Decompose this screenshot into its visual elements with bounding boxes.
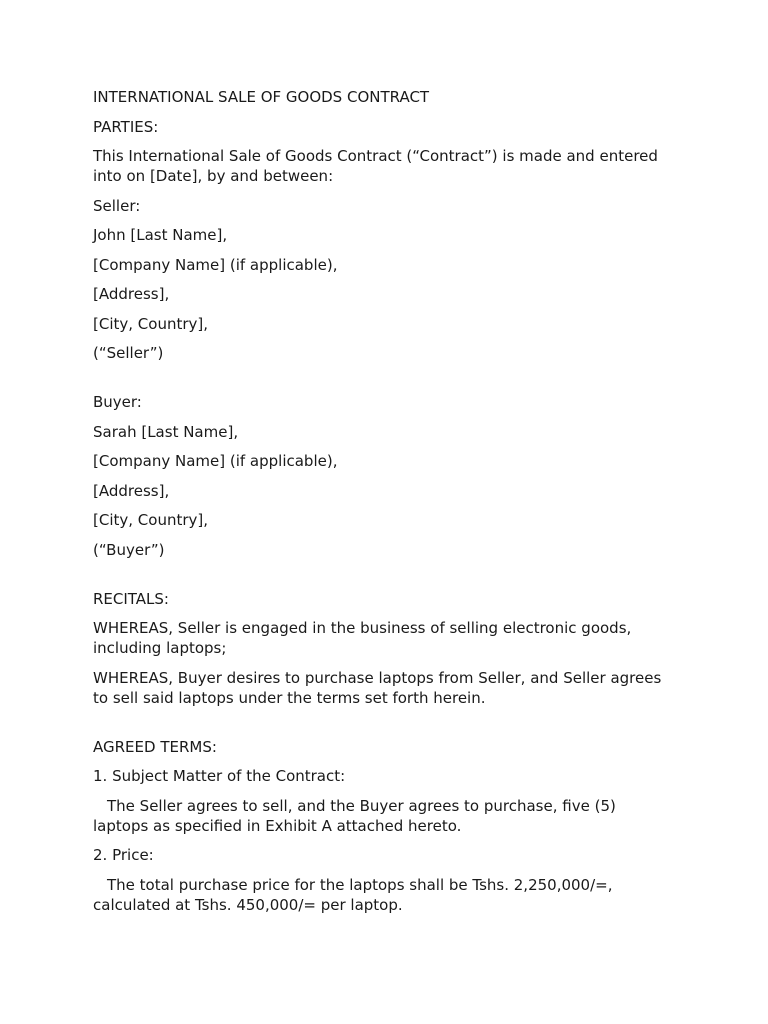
seller-heading: Seller: <box>93 196 141 215</box>
seller-company: [Company Name] (if applicable), <box>93 255 338 274</box>
term-heading: 1. Subject Matter of the Contract: <box>93 767 346 785</box>
buyer-heading: Buyer: <box>93 393 142 411</box>
buyer-company: [Company Name] (if applicable), <box>93 452 338 470</box>
term-body: The total purchase price for the laptops shall be Tshs. 2,250,000/=, calculated at Tshs. 450,000/= per laptop. <box>93 875 613 914</box>
recital-item: WHEREAS, Seller is engaged in the business of selling electronic goods, including laptops; <box>93 619 632 657</box>
document-title: INTERNATIONAL SALE OF GOODS CONTRACT <box>93 88 430 106</box>
agreed-terms-heading: AGREED TERMS: <box>93 737 217 756</box>
recitals-heading: RECITALS: <box>93 589 169 608</box>
seller-designation: (“Seller”) <box>93 344 164 362</box>
term-heading: 2. Price: <box>93 846 154 864</box>
seller-address: [Address], <box>93 285 170 303</box>
document-body <box>93 87 673 924</box>
seller-city: [City, Country], <box>93 314 208 333</box>
buyer-designation: (“Buyer”) <box>93 540 165 559</box>
recital-item: WHEREAS, Buyer desires to purchase laptops from Seller, and Seller agrees to sell said laptops under the terms set forth herein. <box>93 668 662 707</box>
buyer-address: [Address], <box>93 481 170 500</box>
buyer-name: Sarah [Last Name], <box>93 422 239 441</box>
contract-intro: This International Sale of Goods Contract (“Contract”) is made and entered into on [Date], by and between: <box>93 147 658 185</box>
buyer-city: [City, Country], <box>93 511 208 529</box>
seller-name: John [Last Name], <box>93 226 228 244</box>
parties-heading: PARTIES: <box>93 117 159 136</box>
term-body: The Seller agrees to sell, and the Buyer agrees to purchase, five (5) laptops as specified in Exhibit A attached hereto. <box>93 796 616 835</box>
